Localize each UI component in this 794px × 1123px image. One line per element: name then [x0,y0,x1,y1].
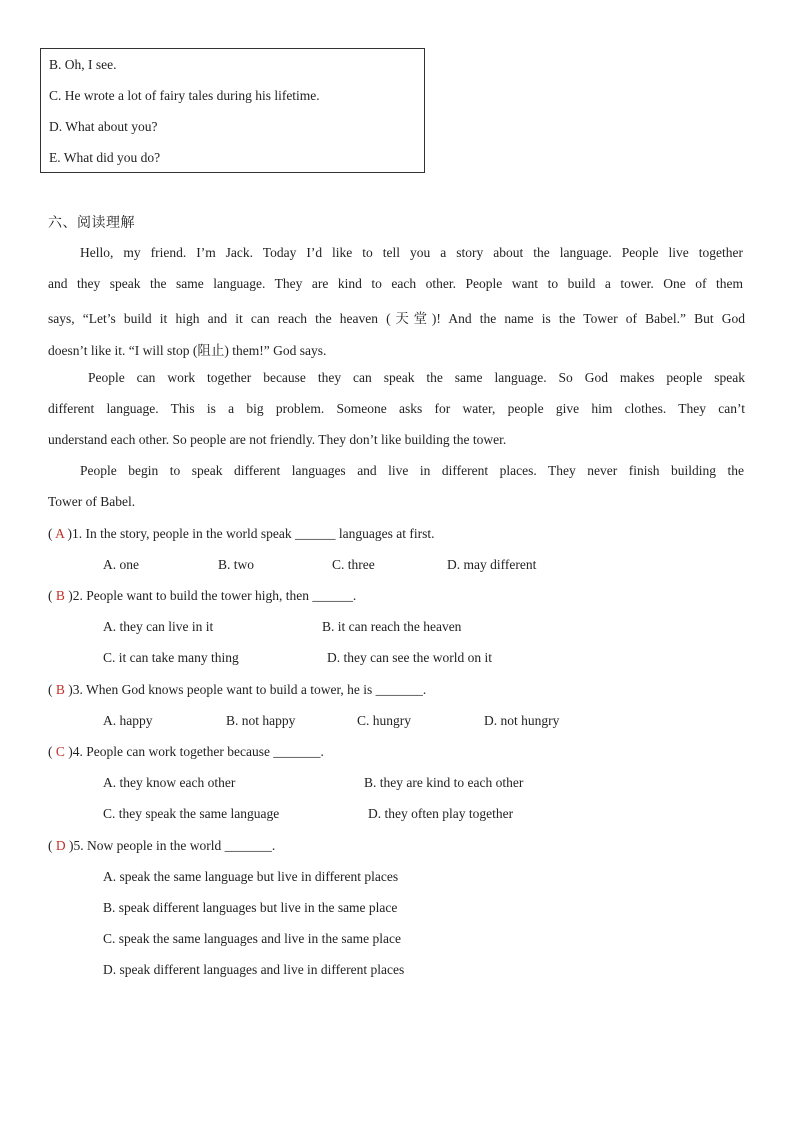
q2-option-b: B. it can reach the heaven [322,619,462,634]
passage-line: People can work together because they can speak the same language. So God makes people speak [88,370,745,385]
passage-line: Hello, my friend. I’m Jack. Today I’d like to tell you a story about the language. People live together [80,245,743,260]
option-c: C. He wrote a lot of fairy tales during his lifetime. [49,88,320,103]
question-3: ( B )3. When God knows people want to build a tower, he is _______. [48,682,427,697]
q4-option-b: B. they are kind to each other [364,775,524,790]
q1-option-b: B. two [218,557,255,572]
q4-option-c: C. they speak the same language [103,806,280,821]
question-stem: )2. People want to build the tower high, then ______. [68,588,357,603]
question-stem: )4. People can work together because _______. [68,744,324,759]
q3-option-d: D. not hungry [484,713,560,728]
answer-4: C [55,744,65,759]
q3-option-b: B. not happy [226,713,296,728]
passage-line: Tower of Babel. [48,494,136,509]
q3-option-a: A. happy [103,713,153,728]
question-stem: )5. Now people in the world _______. [69,838,276,853]
answer-3: B [55,682,65,697]
q2-option-c: C. it can take many thing [103,650,239,665]
q1-option-a: A. one [103,557,139,572]
question-stem: )1. In the story, people in the world speak ______ languages at first. [67,526,435,541]
option-box [40,48,425,173]
q3-option-c: C. hungry [357,713,411,728]
passage-line: different language. This is a big problem. Someone asks for water, people give him clothes. They can’t [48,401,745,416]
question-2: ( B )2. People want to build the tower high, then ______. [48,588,357,603]
question-5: ( D )5. Now people in the world _______. [48,838,276,853]
passage-line: doesn’t like it. “I will stop (阻止) them!” God says. [48,343,327,358]
answer-1: A [55,526,65,541]
q5-option-c: C. speak the same languages and live in the same place [103,931,402,946]
passage-line: understand each other. So people are not friendly. They don’t like building the tower. [48,432,507,447]
q5-option-a: A. speak the same language but live in different places [103,869,399,884]
q1-option-d: D. may different [447,557,537,572]
question-1: ( A )1. In the story, people in the world speak ______ languages at first. [48,526,435,541]
option-b: B. Oh, I see. [49,57,117,72]
q5-option-d: D. speak different languages and live in different places [103,962,405,977]
passage-line: and they speak the same language. They are kind to each other. People want to build a tower. One of them [48,276,743,291]
option-e: E. What did you do? [49,150,161,165]
q5-option-b: B. speak different languages but live in the same place [103,900,398,915]
q2-option-a: A. they can live in it [103,619,214,634]
q4-option-a: A. they know each other [103,775,236,790]
passage-line: says, “Let’s build it high and it can reach the heaven (天堂)! And the name is the Tower of Babel.” But God [48,311,745,326]
option-d: D. What about you? [49,119,158,134]
question-stem: )3. When God knows people want to build a tower, he is _______. [68,682,427,697]
section-title: 六、阅读理解 [48,215,135,231]
q4-option-d: D. they often play together [368,806,514,821]
answer-2: B [55,588,65,603]
question-4: ( C )4. People can work together because _______. [48,744,324,759]
answer-5: D [55,838,66,853]
passage-line: People begin to speak different languages and live in different places. They never finish building the [80,463,744,478]
q2-option-d: D. they can see the world on it [327,650,492,665]
q1-option-c: C. three [332,557,375,572]
